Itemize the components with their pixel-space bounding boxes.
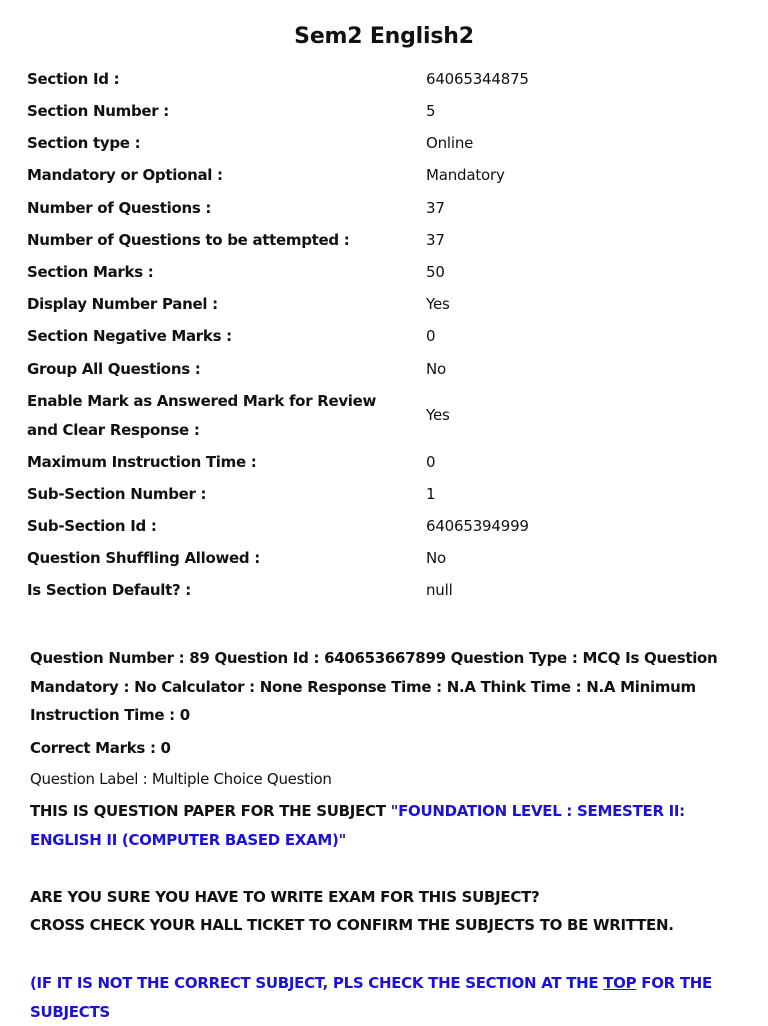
info-label: Section type : bbox=[27, 134, 141, 152]
info-value: No bbox=[426, 549, 446, 567]
top-link[interactable]: TOP bbox=[603, 974, 637, 992]
info-label: Section Marks : bbox=[27, 263, 154, 281]
correct-marks: Correct Marks : 0 bbox=[30, 739, 171, 757]
info-label: Enable Mark as Answered Mark for Review and Clear Response : bbox=[27, 392, 377, 439]
info-value: 50 bbox=[426, 263, 445, 281]
question-label: Question Label : Multiple Choice Question bbox=[30, 770, 332, 788]
info-label: Is Section Default? : bbox=[27, 581, 192, 599]
info-label: Maximum Instruction Time : bbox=[27, 453, 257, 471]
info-label: Section Id : bbox=[27, 70, 120, 88]
info-label: Mandatory or Optional : bbox=[27, 166, 223, 184]
note-text-after: FOR THE SUBJECTS bbox=[30, 974, 712, 1021]
question-meta: Question Number : 89 Question Id : 640653667899 Question Type : MCQ Is Question Mandatory : No Calculator : None Response Time : N.A Think Time : N.A Minimum Instruction Time : 0 bbox=[30, 649, 718, 724]
subject-statement bbox=[30, 797, 752, 854]
subject-name: "FOUNDATION LEVEL : SEMESTER II: ENGLISH II (COMPUTER BASED EXAM)" bbox=[30, 802, 685, 849]
info-value: 64065394999 bbox=[426, 517, 529, 535]
info-label: Number of Questions : bbox=[27, 199, 212, 217]
info-value: 0 bbox=[426, 453, 436, 471]
info-label: Sub-Section Number : bbox=[27, 485, 207, 503]
info-value: Online bbox=[426, 134, 474, 152]
section-info-row bbox=[0, 387, 768, 445]
info-value: Yes bbox=[426, 295, 450, 313]
info-label: Display Number Panel : bbox=[27, 295, 218, 313]
info-label: Group All Questions : bbox=[27, 360, 201, 378]
info-value: 5 bbox=[426, 102, 436, 120]
info-value: 64065344875 bbox=[426, 70, 529, 88]
info-value: No bbox=[426, 360, 446, 378]
info-value: 0 bbox=[426, 327, 436, 345]
info-value: null bbox=[426, 581, 453, 599]
note-text-before: (IF IT IS NOT THE CORRECT SUBJECT, PLS CHECK THE SECTION AT THE bbox=[30, 974, 604, 992]
info-label: Number of Questions to be attempted : bbox=[27, 231, 350, 249]
info-value: Yes bbox=[426, 406, 450, 424]
subject-intro: THIS IS QUESTION PAPER FOR THE SUBJECT bbox=[30, 802, 391, 820]
info-value: 37 bbox=[426, 231, 445, 249]
info-value: 1 bbox=[426, 485, 436, 503]
page-title: Sem2 English2 bbox=[294, 24, 474, 49]
info-label: Sub-Section Id : bbox=[27, 517, 157, 535]
info-label: Question Shuffling Allowed : bbox=[27, 549, 260, 567]
info-label: Section Number : bbox=[27, 102, 169, 120]
info-value: 37 bbox=[426, 199, 445, 217]
wrong-subject-note bbox=[30, 969, 752, 1026]
info-label: Section Negative Marks : bbox=[27, 327, 232, 345]
confirm-line-1: ARE YOU SURE YOU HAVE TO WRITE EXAM FOR THIS SUBJECT? bbox=[30, 888, 540, 906]
info-value: Mandatory bbox=[426, 166, 505, 184]
confirm-line-2: CROSS CHECK YOUR HALL TICKET TO CONFIRM THE SUBJECTS TO BE WRITTEN. bbox=[30, 916, 674, 934]
